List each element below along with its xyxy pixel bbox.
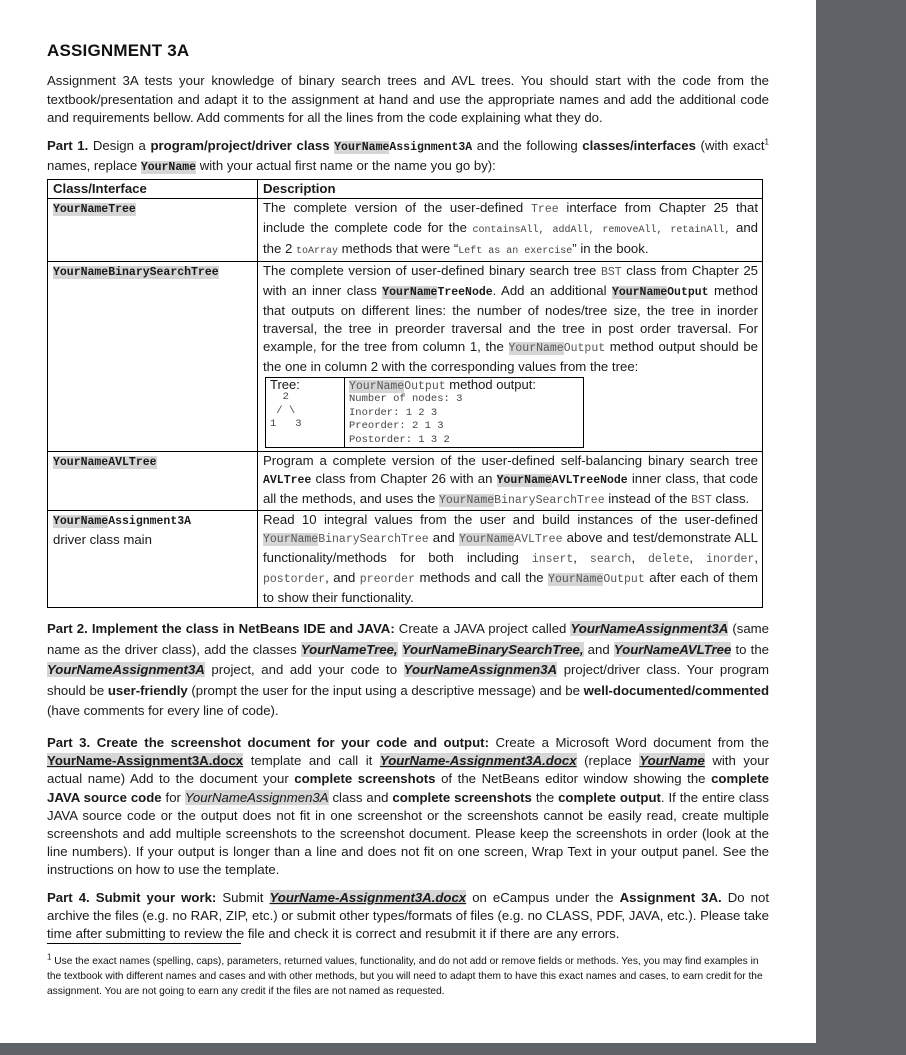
table-row — [48, 261, 763, 452]
description-cell: The complete version of user-defined binary search tree BST class from Chapter 25 with an inner class YourNameTreeNode. Add an additional YourNameOutput method that outputs on different lines: the number of nodes/tree size, the tree in inorder traversal, the tree in preorder traversal and the tree in post order traversal. For example, for the tree from column 1, the YourNameOutput method output should be the one in column 2 with the corresponding values from the tree: Tree: 2 / \ 1 3 YourNameOutput method output: Number of nodes: 3 Inorder: 1 2 3 Preorder: 2 1 3 Postorder: 1 3 2 — [258, 261, 763, 452]
header-class-interface: Class/Interface — [48, 179, 258, 198]
example-table — [265, 377, 584, 449]
template-file-name: YourName-Assignment3A.docx — [47, 753, 244, 769]
footnote — [47, 943, 769, 999]
driver-class-subtitle: driver class main — [53, 532, 152, 548]
class-name-cell: YourNameAVLTree — [48, 452, 258, 511]
tree-diagram-line: / \ — [270, 404, 296, 417]
yourname-highlight: YourName — [334, 140, 390, 154]
table-header-row — [48, 179, 763, 198]
description-cell: Read 10 integral values from the user and build instances of the user-defined YourNameBinarySearchTree and YourNameAVLTree above and test/demonstrate ALL functionality/methods for both including insert, search, delete, inorder, postorder, and preorder methods and call the YourNameOutput after each of them to show their functionality. — [258, 511, 763, 608]
document-body — [47, 42, 769, 943]
table-row — [48, 452, 763, 511]
yourname-highlight: YourName — [140, 160, 197, 174]
header-description: Description — [258, 179, 763, 198]
description-cell: The complete version of the user-defined Tree interface from Chapter 25 that include the complete code for the containsAll, addAll, removeAll, retainAll, and the 2 toArray methods that were “Left as an exercise” in the book. — [258, 198, 763, 261]
part1-label: Part 1. — [47, 137, 89, 153]
description-cell: Program a complete version of the user-defined self-balancing binary search tree AVLTree class from Chapter 26 with an YourNameAVLTreeNode inner class, that code all the methods, and uses the YourNameBinarySearchTree instead of the BST class. — [258, 452, 763, 511]
footnote-marker: 1 — [764, 137, 769, 147]
output-line: Number of nodes: 3 — [349, 393, 463, 406]
table-row — [48, 198, 763, 261]
output-line: Inorder: 1 2 3 — [349, 406, 438, 419]
output-line: Postorder: 1 3 2 — [349, 433, 450, 446]
class-name-cell: YourNameBinarySearchTree — [48, 261, 258, 452]
class-name-cell: YourNameAssignment3A driver class main — [48, 511, 258, 608]
example-tree-cell: Tree: 2 / \ 1 3 — [266, 377, 345, 448]
part4-paragraph: Part 4. Submit your work: Submit YourName-Assignment3A.docx on eCampus under the Assignment 3A. Do not archive the files (e.g. no RAR, ZIP, etc.) or submit other types/formats of files (e.g. no CLASS, PDF, JAVA, etc.). Please take time after submitting to review the file and check it is correct and resubmit it if there are any errors. — [47, 889, 769, 941]
part3-paragraph: Part 3. Create the screenshot document for your code and output: Create a Microsoft Word document from the YourName-Assignment3A.docx template and call it YourName-Assignment3A.docx (replace YourName with your actual name) Add to the document your complete screenshots of the NetBeans editor window showing the complete JAVA source code for YourNameAssignmen3A class and complete screenshots the complete output. If the entire class JAVA source code or the output does not fit in one screenshot or the screenshots cannot be easily read, create multiple screenshots and add multiple screenshots to the screenshot document. Please keep the screenshots in order (look at the line numbers). If your output is longer than a line and does not fit on one screen, Wrap Text in your output panel. See the instructions on how to use the template. — [47, 734, 769, 878]
tree-diagram-line: 1 3 — [270, 418, 302, 431]
example-output-cell: YourNameOutput method output: Number of nodes: 3 Inorder: 1 2 3 Preorder: 2 1 3 Postorder: 1 3 2 — [345, 377, 584, 448]
intro-paragraph: Assignment 3A tests your knowledge of binary search trees and AVL trees. You should start with the code from the textbook/presentation and adapt it to the assignment at hand and use the appropriate names and add the additional code and requirements bellow. Add comments for all the lines from the code explaining what they do. — [47, 73, 769, 125]
page-title: ASSIGNMENT 3A — [47, 41, 190, 60]
class-name-cell: YourNameTree — [48, 198, 258, 261]
part1-paragraph: Part 1. Design a program/project/driver class YourNameAssignment3A and the following classes/interfaces (with exact$^1$ names, replace YourName with your actual first name or the name you go by): — [47, 137, 769, 174]
submission-file-name: YourName-Assignment3A.docx — [269, 889, 467, 905]
tree-diagram-line: 2 — [270, 391, 289, 404]
footnote-text: $^1$ Use the exact names (spelling, caps), parameters, returned values, functionality, and do not add or remove fields or methods. Yes, you may find examples in the textbook with different names and cases and with other methods, but you will need to adapt them to have this exact names and cases, to earn credit for the assignment. You are not going to earn any credit if the files are not named as requested. — [47, 952, 763, 997]
footnote-divider — [47, 943, 241, 944]
output-line: Preorder: 2 1 3 — [349, 420, 444, 433]
table-row — [48, 511, 763, 608]
class-interface-table — [47, 179, 763, 609]
part2-paragraph: Part 2. Implement the class in NetBeans IDE and JAVA: Create a JAVA project called YourNameAssignment3A (same name as the driver class), add the classes YourNameTree, YourNameBinarySearchTree, and YourNameAVLTree to the YourNameAssignment3A project, and add your code to YourNameAssignmen3A project/driver class. Your program should be user-friendly (prompt the user for the input using a descriptive message) and be well-documented/commented (have comments for every line of code). — [47, 621, 770, 719]
